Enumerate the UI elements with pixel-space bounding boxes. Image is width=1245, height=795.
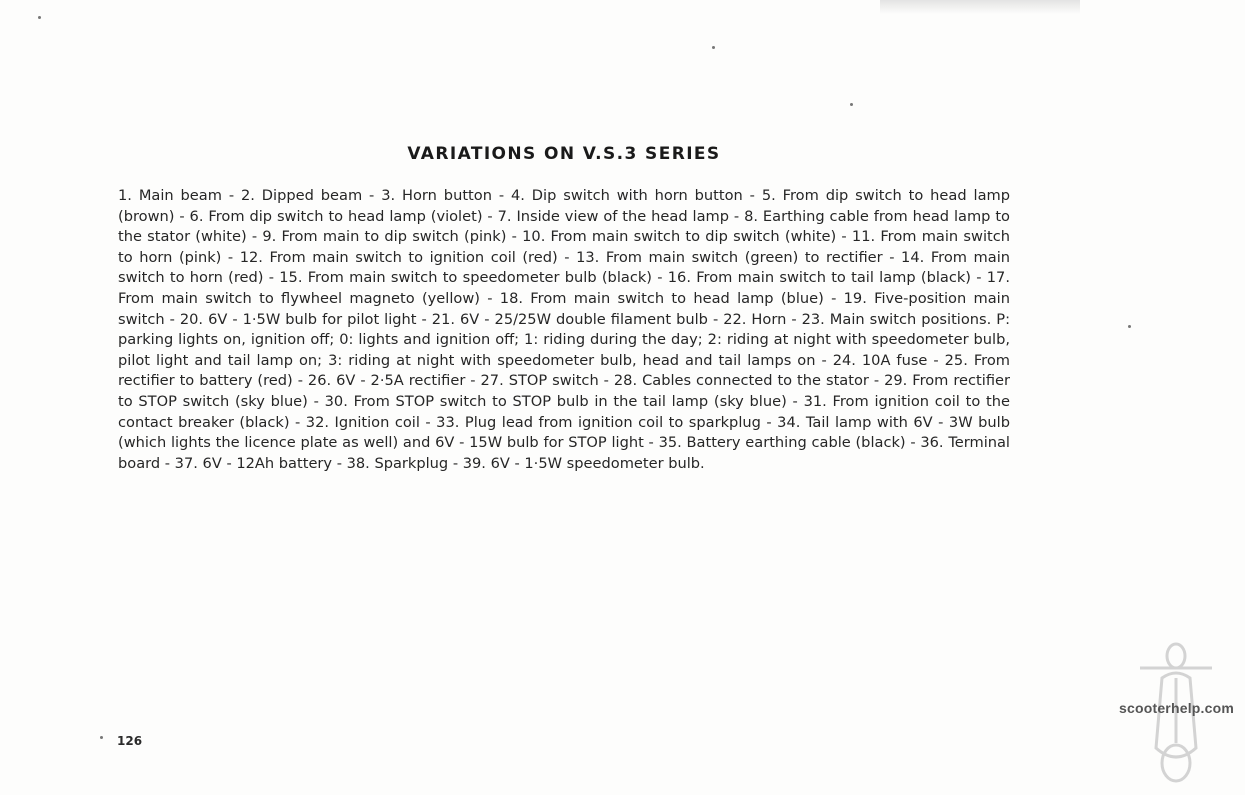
legend-text: 1. Main beam - 2. Dipped beam - 3. Horn button - 4. Dip switch with horn button - 5. From dip switch to head lamp (brown) - 6. From dip switch to head lamp (violet) - 7. Inside view of the head lamp - 8. Earthing cable from head lamp to the stator (white) - 9. From main to dip switch (pink) - 10. From main switch to dip switch (white) - 11. From main switch to horn (pink) - 12. From main switch to ignition coil (red) - 13. From main switch (green) to rectifier - 14. From main switch to horn (red) - 15. From main switch to speedometer bulb (black) - 16. From main switch to tail lamp (black) - 17. From main switch to flywheel magneto (yellow) - 18. From main switch to head lamp (blue) - 19. Five-position main switch - 20. 6V - 1·5W bulb for pilot light - 21. 6V - 25/25W double filament bulb - 22. Horn - 23. Main switch positions. P: parking lights on, ignition off; 0: lights and ignition off; 1: riding during the day; 2: riding at night with speedometer bulb, pilot light and tail lamp on; 3: riding at night with speedometer bulb, head and tail lamps on - 24. 10A fuse - 25. From rectifier to battery (red) - 26. 6V - 2·5A rectifier - 27. STOP switch - 28. Cables connected to the stator - 29. From rectifier to STOP switch (sky blue) - 30. From STOP switch to STOP bulb in the tail lamp (sky blue) - 31. From ignition coil to the contact breaker (black) - 32. Ignition coil - 33. Plug lead from ignition coil to sparkplug - 34. Tail lamp with 6V - 3W bulb (which lights the licence plate as well) and 6V - 15W bulb for STOP light - 35. Battery earthing cable (black) - 36. Terminal board - 37. 6V - 12Ah battery - 38. Sparkplug - 39. 6V - 1·5W speedometer bulb.: [118, 187, 1010, 472]
scan-speck: [100, 736, 103, 739]
page-number: 126: [117, 734, 143, 748]
scan-speck: [38, 16, 41, 19]
scan-speck: [712, 46, 715, 49]
page-title: VARIATIONS ON V.S.3 SERIES: [407, 144, 721, 164]
scan-smudge: [880, 0, 1080, 14]
watermark-text: scooterhelp.com: [1118, 700, 1235, 716]
watermark: [1108, 638, 1245, 788]
scan-speck: [1128, 325, 1131, 328]
scan-speck: [850, 103, 853, 106]
